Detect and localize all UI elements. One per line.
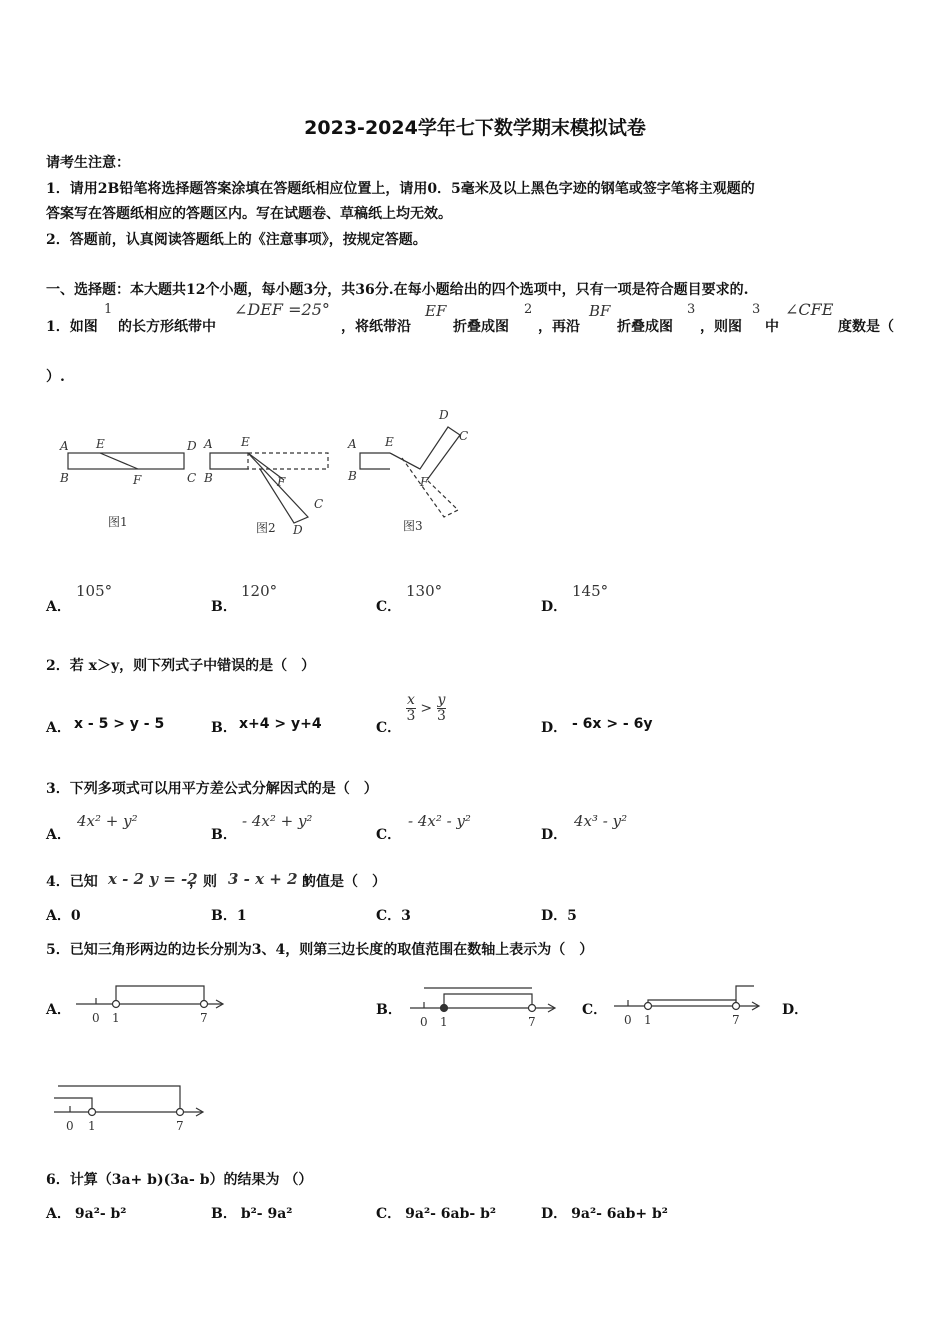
q2-stem: 2．若 x＞y，则下列式子中错误的是（ ） [46, 658, 316, 674]
q1-option-d-label[interactable]: D． [541, 599, 568, 615]
fig3-label-a: A [348, 437, 357, 451]
q5-option-b-label[interactable]: B． [376, 1002, 402, 1018]
q1-option-d-value: 145° [572, 582, 609, 600]
q5-option-a-numberline [66, 978, 231, 1028]
fig1-label-a: A [60, 439, 69, 453]
q1-text-8: 中 [765, 319, 779, 335]
q1-option-a-value: 105° [76, 582, 113, 600]
svg-text:1: 1 [112, 1011, 120, 1025]
fig1-caption: 图1 [108, 515, 128, 529]
q3-option-c-value: - 4x² - y² [408, 812, 471, 830]
svg-text:1: 1 [88, 1119, 96, 1133]
q1-bf: BF [589, 302, 611, 320]
page-title: 2023-2024学年七下数学期末模拟试卷 [304, 117, 646, 139]
svg-text:0: 0 [92, 1011, 100, 1025]
q3-stem: 3．下列多项式可以用平方差公式分解因式的是（ ） [46, 781, 378, 797]
svg-text:7: 7 [732, 1013, 740, 1027]
q3-option-b-value: - 4x² + y² [242, 812, 313, 830]
fig2-label-f: F [277, 475, 286, 489]
fig1-fold-line [100, 453, 138, 469]
q1-option-c-label[interactable]: C． [376, 599, 402, 615]
q2-option-b-label[interactable]: B． [211, 720, 237, 736]
q6-option-b[interactable]: B． b²- 9a² [211, 1206, 293, 1222]
fig2-caption: 图2 [256, 521, 276, 535]
q4-option-a[interactable]: A．0 [46, 908, 81, 924]
q5-stem: 5．已知三角形两边的边长分别为3、4，则第三边长度的取值范围在数轴上表示为（ ） [46, 942, 594, 958]
fig2-label-d: D [293, 523, 303, 537]
q2-option-c-label[interactable]: C． [376, 720, 402, 736]
q1-option-a-label[interactable]: A． [46, 599, 71, 615]
q1-text-10: ）. [46, 369, 65, 385]
fig1-label-c: C [187, 471, 197, 485]
q6-option-a[interactable]: A． 9a²- b² [46, 1206, 127, 1222]
fig2-strip-left [210, 453, 248, 469]
q1-text-4: 折叠成图 [453, 319, 509, 335]
q3-option-a-label[interactable]: A． [46, 827, 71, 843]
q1-text-3: ，将纸带沿 [341, 319, 411, 335]
q4-text-3: 的值是（ ） [302, 874, 386, 890]
q1-fig-ref-3: 3 [687, 302, 696, 317]
q5-option-c-label[interactable]: C． [582, 1002, 608, 1018]
fig3-label-f: F [420, 475, 429, 489]
q2-option-d-label[interactable]: D． [541, 720, 568, 736]
q3-option-b-label[interactable]: B． [211, 827, 237, 843]
q2-option-a-label[interactable]: A． [46, 720, 71, 736]
fig3-caption: 图3 [403, 519, 423, 533]
fig1-label-f: F [133, 473, 142, 487]
q1-option-b-label[interactable]: B． [211, 599, 237, 615]
q2-option-c-value [406, 693, 446, 724]
q5-option-d-label[interactable]: D． [782, 1002, 809, 1018]
q2-frac-y: $\frac{y}{3}$ [437, 692, 446, 724]
q1-text-2: 的长方形纸带中 [118, 319, 216, 335]
q1-angle-def: ∠DEF =25° [234, 300, 330, 319]
q2-option-d-value: - 6x > - 6y [572, 716, 653, 732]
q6-stem: 6．计算（3a+ b)(3a- b）的结果为 （） [46, 1172, 313, 1188]
q1-fig-ref-3b: 3 [752, 302, 761, 317]
svg-text:0: 0 [420, 1015, 428, 1029]
q3-option-a-value: 4x² + y² [77, 812, 138, 830]
q4-text-1: 4．已知 [46, 874, 98, 890]
q6-option-c[interactable]: C． 9a²- 6ab- b² [376, 1206, 496, 1222]
q2-option-a-value: x - 5 > y - 5 [74, 716, 165, 732]
fig2-label-e: E [241, 435, 250, 449]
notice-line-1b: 答案写在答题纸相应的答题区内。写在试题卷、草稿纸上均无效。 [46, 206, 452, 222]
q1-text-5: ，再沿 [538, 319, 580, 335]
fig2-label-c: C [314, 497, 324, 511]
q1-ef: EF [425, 302, 447, 320]
fig3-label-b: B [348, 469, 357, 483]
svg-text:0: 0 [66, 1119, 74, 1133]
svg-text:7: 7 [200, 1011, 208, 1025]
q2-frac-op: > [420, 700, 433, 717]
q1-fig-ref-1: 1 [104, 302, 113, 317]
fig1-strip [68, 453, 184, 469]
section-heading: 一、选择题：本大题共12个小题，每小题3分，共36分.在每小题给出的四个选项中，只有一项是符合题目要求的. [46, 282, 749, 298]
q1-option-b-value: 120° [241, 582, 278, 600]
notice-heading: 请考生注意： [46, 155, 130, 171]
q1-option-c-value: 130° [406, 582, 443, 600]
q4-equation-2: 3 - x + 2 y [228, 870, 312, 888]
fig3-label-d: D [439, 408, 449, 422]
q3-option-c-label[interactable]: C． [376, 827, 402, 843]
q4-option-d[interactable]: D．5 [541, 908, 577, 924]
q1-text-1: 1．如图 [46, 319, 98, 335]
q4-option-b[interactable]: B．1 [211, 908, 247, 924]
fig1-label-b: B [60, 471, 69, 485]
q2-frac-x: $\frac{x}{3}$ [406, 692, 416, 724]
q1-text-7: ，则图 [700, 319, 742, 335]
q4-equation-1: x - 2 y = -2 [108, 870, 198, 888]
fig1-label-d: D [187, 439, 197, 453]
q1-angle-cfe: ∠CFE [785, 300, 834, 319]
q2-option-b-value: x+4 > y+4 [239, 716, 322, 732]
fig2-label-a: A [204, 437, 213, 451]
q5-option-a-label[interactable]: A． [46, 1002, 71, 1018]
q6-option-d[interactable]: D． 9a²- 6ab+ b² [541, 1206, 668, 1222]
q4-option-c[interactable]: C．3 [376, 908, 411, 924]
fig1-label-e: E [96, 437, 105, 451]
q5-option-c-numberline [608, 978, 768, 1030]
q1-text-6: 折叠成图 [617, 319, 673, 335]
fig3-label-c: C [459, 429, 469, 443]
q5-option-b-numberline [404, 978, 564, 1030]
svg-text:1: 1 [644, 1013, 652, 1027]
fig3-label-e: E [385, 435, 394, 449]
fig3-fold-line [390, 453, 420, 469]
fig3-dashed-prev [402, 458, 458, 517]
q1-figure [50, 400, 480, 550]
notice-line-2: 2．答题前，认真阅读答题纸上的《注意事项》，按规定答题。 [46, 232, 427, 248]
q3-option-d-value: 4x³ - y² [574, 812, 628, 830]
q1-text-9: 度数是（ [838, 319, 894, 335]
q3-option-d-label[interactable]: D． [541, 827, 568, 843]
q4-text-2: ，则 [189, 874, 217, 890]
svg-text:0: 0 [624, 1013, 632, 1027]
svg-text:7: 7 [176, 1119, 184, 1133]
q1-fig-ref-2: 2 [524, 302, 533, 317]
svg-text:1: 1 [440, 1015, 448, 1029]
svg-text:7: 7 [528, 1015, 536, 1029]
notice-line-1a: 1．请用2B铅笔将选择题答案涂填在答题纸相应位置上，请用0．5毫米及以上黑色字迹的钢笔或签字笔将主观题的 [46, 181, 755, 197]
fig3-strip-left [360, 453, 390, 469]
fig3-folded-part [390, 427, 460, 480]
q5-option-d-numberline [50, 1080, 210, 1134]
fig2-label-b: B [204, 471, 213, 485]
